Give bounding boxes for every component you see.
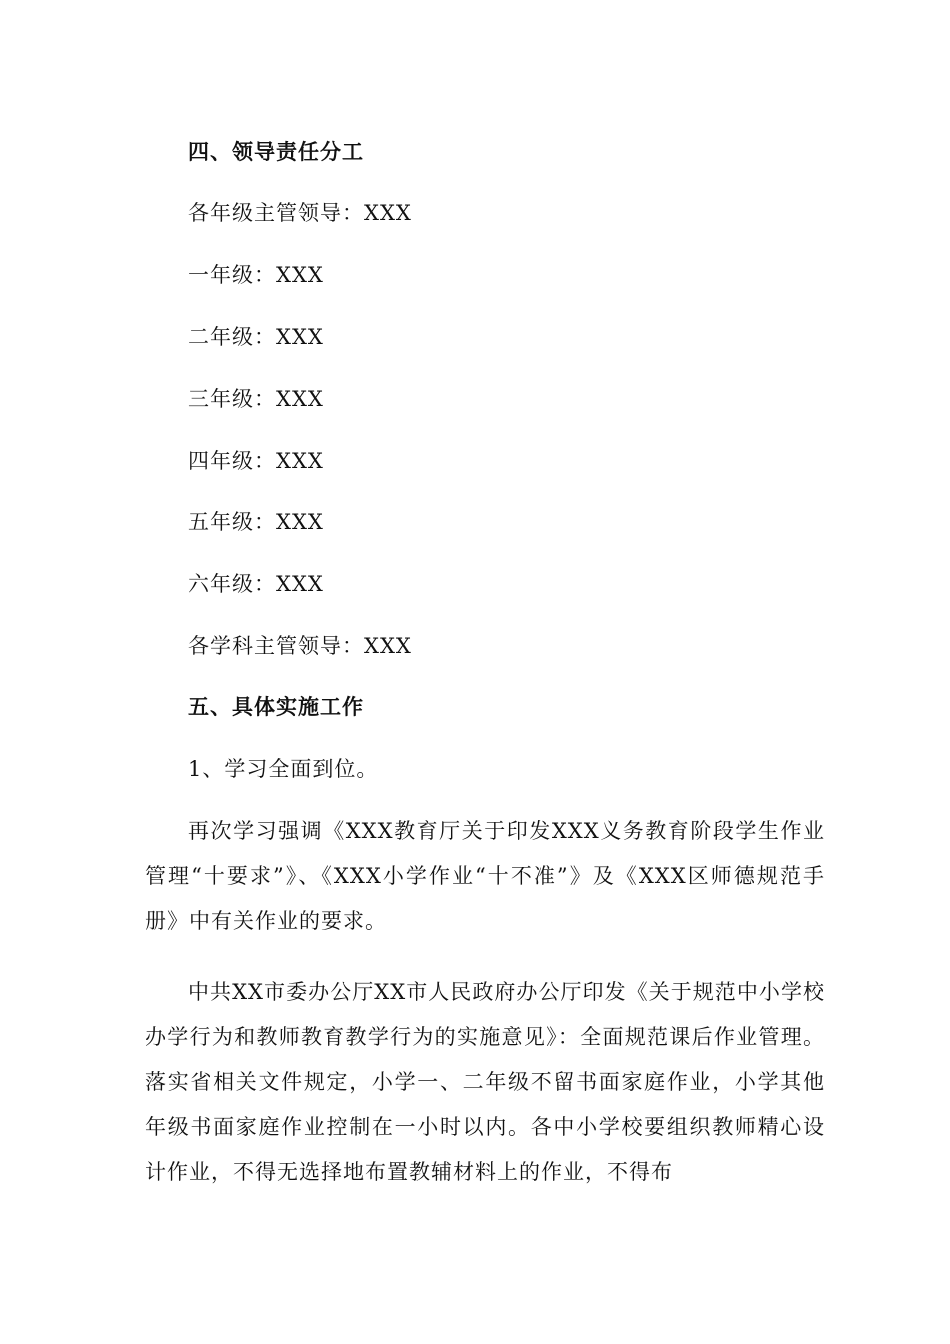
grade-2-line: 二年级：XXX [188,325,324,349]
grade-6-line: 六年级：XXX [188,572,324,596]
section-4-heading: 四、领导责任分工 [188,139,364,164]
grade-1-line: 一年级：XXX [188,263,324,287]
grade-leader-line: 各年级主管领导：XXX [188,201,412,225]
paragraph-1: 再次学习强调《XXX教育厅关于印发XXX义务教育阶段学生作业管理“十要求”》、《XXX小学作业“十不准”》及《XXX区师德规范手册》中有关作业的要求。 [145,819,825,933]
subject-leader-line: 各学科主管领导：XXX [188,634,412,658]
grade-5-line: 五年级：XXX [188,510,324,534]
grade-4-line: 四年级：XXX [188,449,324,473]
section-5-heading: 五、具体实施工作 [188,694,364,719]
grade-3-line: 三年级：XXX [188,387,324,411]
item-1-title: 1、学习全面到位。 [188,757,379,781]
paragraph-2: 中共XX市委办公厅XX市人民政府办公厅印发《关于规范中小学校办学行为和教师教育教学行为的实施意见》：全面规范课后作业管理。落实省相关文件规定，小学一、二年级不留书面家庭作业，小学其他年级书面家庭作业控制在一小时以内。各中小学校要组织教师精心设计作业，不得无选择地布置教辅材料上的作业，不得布 [145,980,825,1184]
